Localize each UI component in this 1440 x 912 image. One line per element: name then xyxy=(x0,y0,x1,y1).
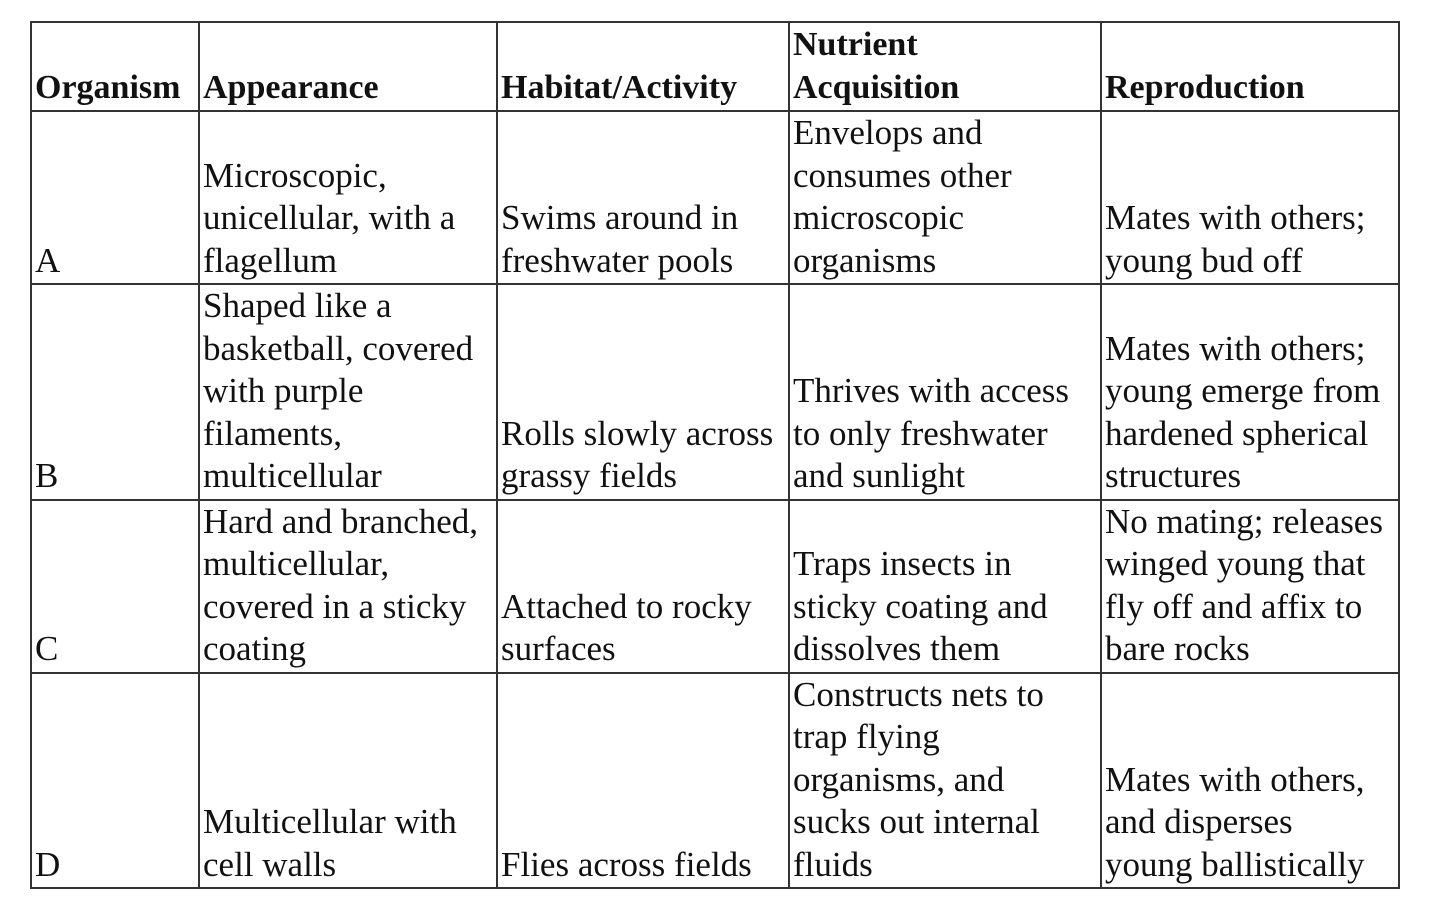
cell-organism: D xyxy=(31,673,199,889)
header-habitat: Habitat/Activity xyxy=(497,22,789,111)
cell-nutrient: Thrives with access to only freshwater and sunlight xyxy=(789,284,1101,500)
cell-habitat: Swims around in freshwater pools xyxy=(497,111,789,284)
cell-habitat: Attached to rocky surfaces xyxy=(497,500,789,673)
cell-nutrient: Envelops and consumes other microscopic organisms xyxy=(789,111,1101,284)
table-row-b xyxy=(31,284,1399,500)
cell-appearance: Shaped like a basketball, covered with purple filaments, multicellular xyxy=(199,284,497,500)
header-nutrient: Nutrient Acquisition xyxy=(789,22,1101,111)
header-reproduction: Reproduction xyxy=(1101,22,1399,111)
cell-organism: A xyxy=(31,111,199,284)
header-row xyxy=(31,22,1399,111)
cell-habitat: Rolls slowly across grassy fields xyxy=(497,284,789,500)
cell-reproduction: Mates with others, and disperses young ballistically xyxy=(1101,673,1399,889)
table-row-a xyxy=(31,111,1399,284)
organism-table xyxy=(30,21,1400,889)
cell-reproduction: No mating; releases winged young that fly off and affix to bare rocks xyxy=(1101,500,1399,673)
cell-appearance: Hard and branched, multicellular, covered in a sticky coating xyxy=(199,500,497,673)
cell-reproduction: Mates with others; young bud off xyxy=(1101,111,1399,284)
header-organism: Organism xyxy=(31,22,199,111)
cell-organism: C xyxy=(31,500,199,673)
header-appearance: Appearance xyxy=(199,22,497,111)
cell-appearance: Multicellular with cell walls xyxy=(199,673,497,889)
cell-nutrient: Constructs nets to trap flying organisms, and sucks out internal fluids xyxy=(789,673,1101,889)
cell-appearance: Microscopic, unicellular, with a flagellum xyxy=(199,111,497,284)
cell-nutrient: Traps insects in sticky coating and dissolves them xyxy=(789,500,1101,673)
cell-organism: B xyxy=(31,284,199,500)
cell-habitat: Flies across fields xyxy=(497,673,789,889)
cell-reproduction: Mates with others; young emerge from hardened spherical structures xyxy=(1101,284,1399,500)
table-row-c xyxy=(31,500,1399,673)
table-row-d xyxy=(31,673,1399,889)
organism-table-container xyxy=(30,21,1400,889)
